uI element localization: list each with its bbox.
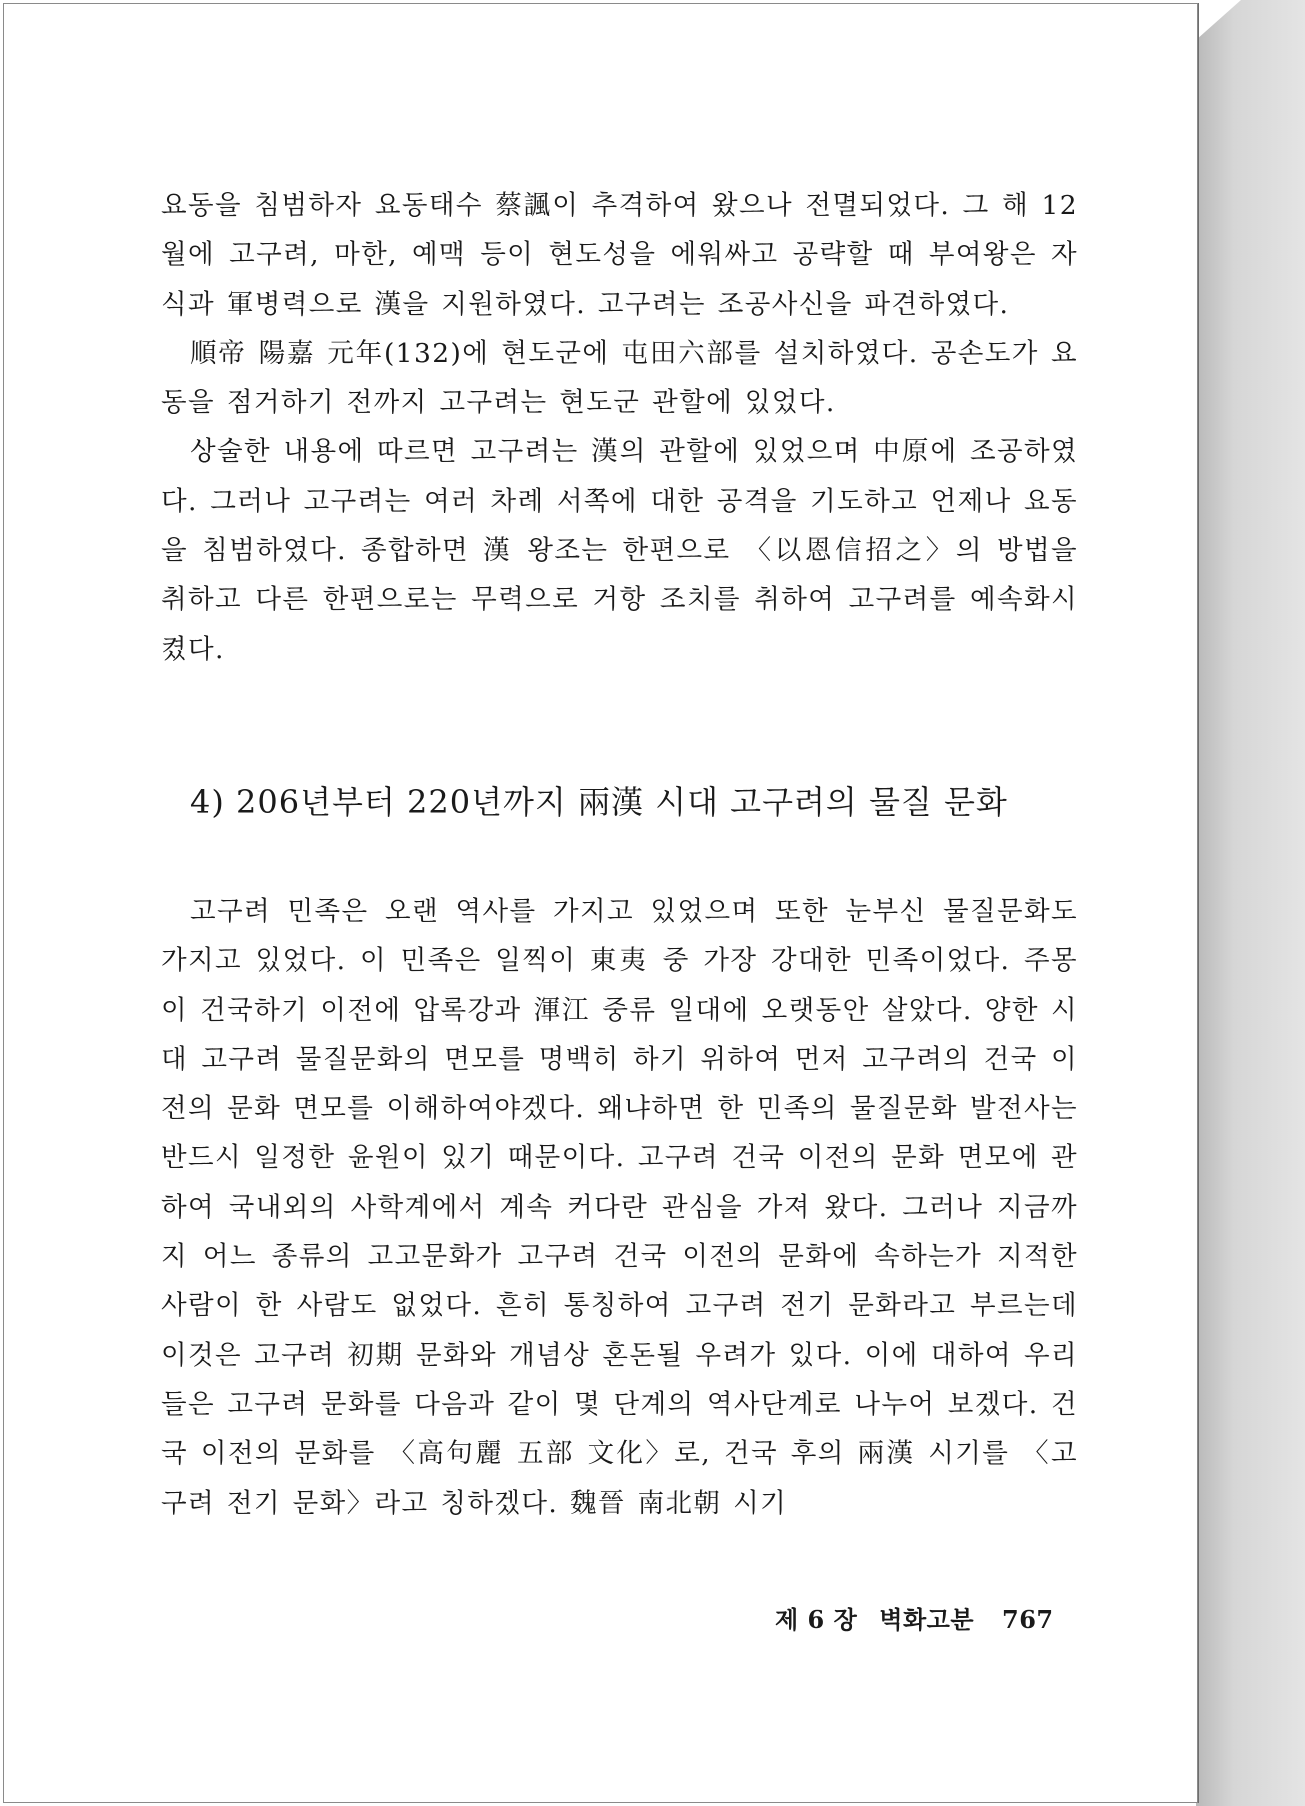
paragraph: 고구려 민족은 오랜 역사를 가지고 있었으며 또한 눈부신 물질문화도 가지고 있었다. 이 민족은 일찍이 東夷 중 가장 강대한 민족이었다. 주몽이 건국하기 이전에 압록강과 渾江 중류 일대에 오랫동안 살았다. 양한 시대 고구려 물질문화의 면모를 명백히 하기 위하여 먼저 고구려의 건국 이전의 문화 면모를 이해하여야겠다. 왜냐하면 한 민족의 물질문화 발전사는 반드시 일정한 윤원이 있기 때문이다. 고구려 건국 이전의 문화 면모에 관하여 국내외의 사학계에서 계속 커다란 관심을 가져 왔다. 그러나 지금까지 어느 종류의 고고문화가 고구려 건국 이전의 문화에 속하는가 지적한 사람이 한 사람도 없었다. 흔히 통칭하여 고구려 전기 문화라고 부르는데 이것은 고구려 初期 문화와 개념상 혼돈될 우려가 있다. 이에 대하여 우리들은 고구려 문화를 다음과 같이 몇 단계의 역사단계로 나누어 보겠다. 건국 이전의 문화를 〈高句麗 五部 文化〉로, 건국 후의 兩漢 시기를 〈고구려 전기 문화〉라고 칭하겠다. 魏晉 南北朝 시기 (161, 896, 1078, 1519)
page-number: 767 (1002, 1605, 1054, 1634)
paragraph: 상술한 내용에 따르면 고구려는 漢의 관할에 있었으며 中原에 조공하였다. 그러나 고구려는 여러 차례 서쪽에 대한 공격을 기도하고 언제나 요동을 침범하였다. 종합하면 漢 왕조는 한편으로 〈以恩信招之〉의 방법을 취하고 다른 한편으로는 무력으로 거항 조치를 취하여 고구려를 예속화시켰다. (161, 436, 1078, 665)
section-heading: 4) 206년부터 220년까지 兩漢 시대 고구려의 물질 문화 (190, 783, 1008, 821)
chapter-number: 제 6 장 (775, 1605, 858, 1634)
body-text-upper (161, 181, 1078, 674)
running-footer (775, 1600, 1054, 1635)
paragraph: 요동을 침범하자 요동태수 蔡諷이 추격하여 왔으나 전멸되었다. 그 해 12월에 고구려, 마한, 예맥 등이 현도성을 에워싸고 공략할 때 부여왕은 자식과 軍병력으로 漢을 지원하였다. 고구려는 조공사신을 파견하였다. (161, 190, 1078, 320)
book-page-edge (1196, 0, 1305, 1806)
paragraph: 順帝 陽嘉 元年(132)에 현도군에 屯田六部를 설치하였다. 공손도가 요동을 점거하기 전까지 고구려는 현도군 관할에 있었다. (161, 337, 1078, 419)
book-page-edge-corner (1196, 0, 1241, 40)
chapter-title: 벽화고분 (879, 1605, 975, 1634)
body-text-lower (161, 887, 1078, 1528)
